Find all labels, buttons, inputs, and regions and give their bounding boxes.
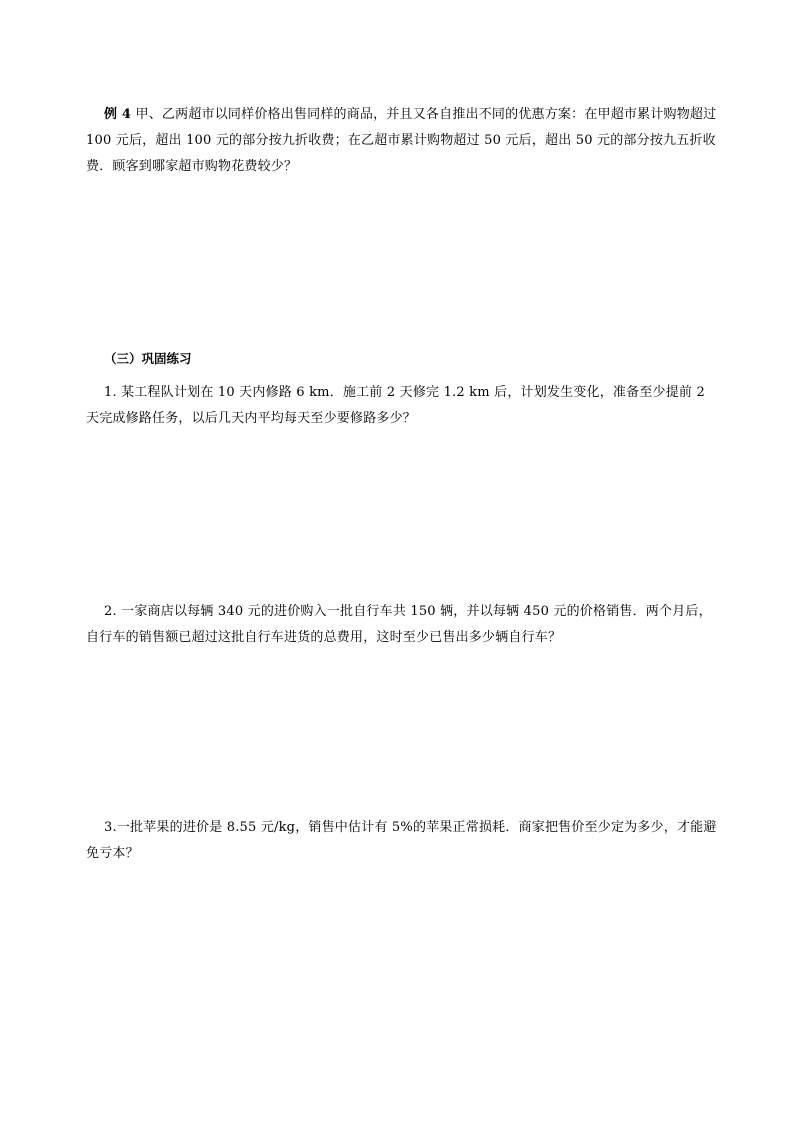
exercise-3-number: 3.: [104, 820, 117, 835]
exercise-1-paragraph: [86, 380, 720, 432]
example-4-label: 例 4: [104, 107, 132, 122]
exercise-3-text: 一批苹果的进价是 8.55 元/kg，销售中估计有 5%的苹果正常损耗．商家把售价至少定为多少，才能避免亏本？: [86, 820, 717, 861]
example-4-paragraph: [86, 102, 720, 180]
exercise-2-paragraph: [86, 599, 720, 651]
exercise-2-text: 一家商店以每辆 340 元的进价购入一批自行车共 150 辆，并以每辆 450 元的价格销售．两个月后，自行车的销售额已超过这批自行车进货的总费用，这时至少已售出多少辆自行车？: [86, 604, 712, 645]
exercise-1-number: 1.: [104, 385, 117, 400]
exercise-1-text: 某工程队计划在 10 天内修路 6 km．施工前 2 天修完 1.2 km 后，计划发生变化，准备至少提前 2 天完成修路任务，以后几天内平均每天至少要修路多少？: [86, 385, 705, 426]
example-4-text: 甲、乙两超市以同样价格出售同样的商品，并且又各自推出不同的优惠方案：在甲超市累计购物超过 100 元后，超出 100 元的部分按九折收费；在乙超市累计购物超过 50 元后，超出 50 元的部分按九五折收费．顾客到哪家超市购物花费较少？: [86, 107, 717, 174]
exercise-2-number: 2.: [104, 604, 117, 619]
exercise-3-paragraph: [86, 815, 720, 867]
section-heading: （三）巩固练习: [104, 351, 192, 366]
